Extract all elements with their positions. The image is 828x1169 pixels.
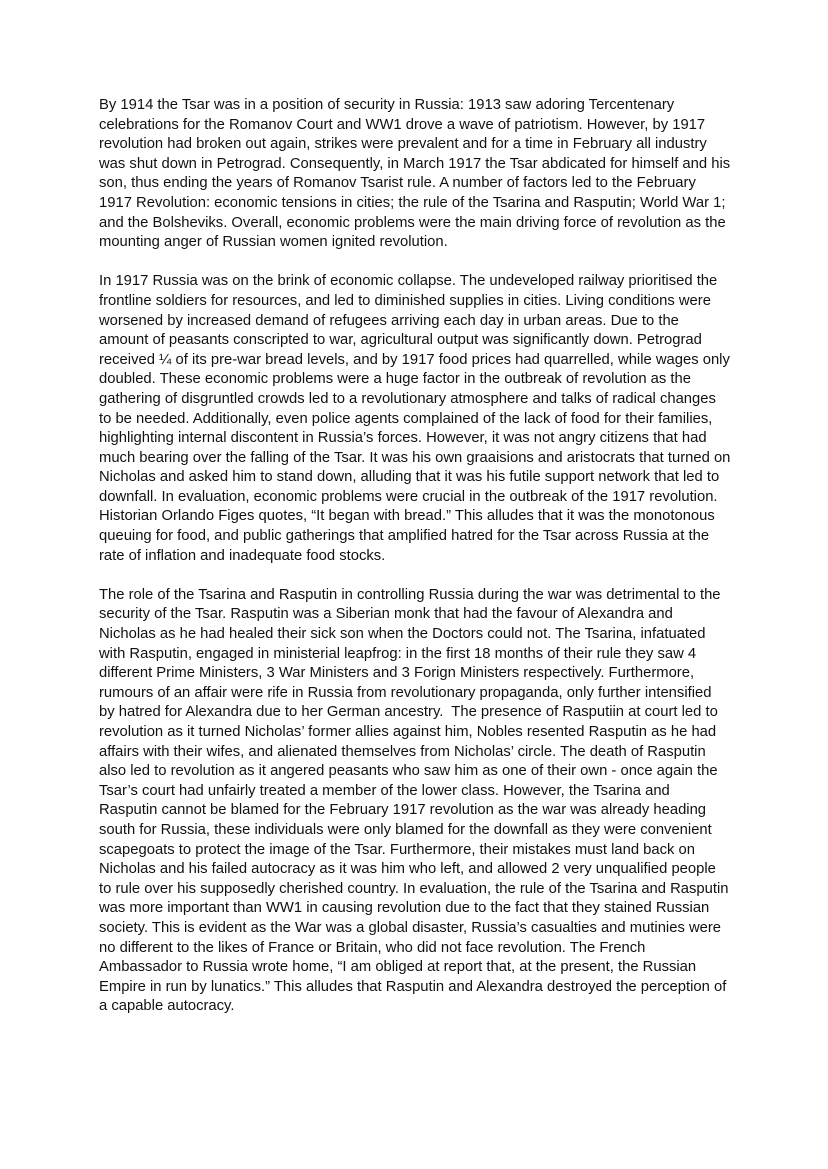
paragraph-tsarina-and-rasputin: The role of the Tsarina and Rasputin in controlling Russia during the war was detrimental to the security of the Tsar. Rasputin was a Siberian monk that had the favour of Alexandra and Nicholas as he had healed their sick son when the Doctors could not. The Tsarina, infatuated with Rasputin, engaged in ministerial leapfrog: in the first 18 months of their rule they saw 4 different Prime Ministers, 3 War Ministers and 3 Forign Ministers respectively. Furthermore, rumours of an affair were rife in Russia from revolutionary propaganda, only further intensified by hatred for Alexandra due to her German ancestry. The presence of Rasputiin at court led to revolution as it turned Nicholas’ former allies against him, Nobles resented Rasputin as he had affairs with their wifes, and alienated themselves from Nicholas’ circle. The death of Rasputin also led to revolution as it angered peasants who saw him as one of their own - once again the Tsar’s court had unfairly treated a member of the lower class. However, the Tsarina and Rasputin cannot be blamed for the February 1917 revolution as the war was already heading south for Russia, these individuals were only blamed for the downfall as they were convenient scapegoats to protect the image of the Tsar. Furthermore, their mistakes must land back on Nicholas and his failed autocracy as it was him who left, and allowed 2 very unqualified people to rule over his supposedly cherished country. In evaluation, the rule of the Tsarina and Rasputin was more important than WW1 in causing revolution due to the fact that they stained Russian society. This is evident as the War was a global disaster, Russia’s casualties and mutinies were no different to the likes of France or Britain, who did not face revolution. The French Ambassador to Russia wrote home, “I am obliged at report that, at the present, the Russian Empire in run by lunatics.” This alludes that Rasputin and Alexandra destroyed the perception of a capable autocracy. xyxy=(99,586,733,1015)
paragraph-introduction: By 1914 the Tsar was in a position of security in Russia: 1913 saw adoring Tercentenary celebrations for the Romanov Court and WW1 drove a wave of patriotism. However, by 1917 revolution had broken out again, strikes were prevalent and for a time in February all industry was shut down in Petrograd. Consequently, in March 1917 the Tsar abdicated for himself and his son, thus ending the years of Romanov Tsarist rule. A number of factors led to the February 1917 Revolution: economic tensions in cities; the rule of the Tsarina and Rasputin; World War 1; and the Bolsheviks. Overall, economic problems were the main driving force of revolution as the mounting anger of Russian women ignited revolution. xyxy=(99,97,735,251)
document-text-area xyxy=(99,96,735,1017)
paragraph-economic-collapse: In 1917 Russia was on the brink of economic collapse. The undeveloped railway prioritised the frontline soldiers for resources, and led to diminished supplies in cities. Living conditions were worsened by increased demand of refugees arriving each day in urban areas. Due to the amount of peasants conscripted to war, agricultural output was significantly down. Petrograd received ¼ of its pre-war bread levels, and by 1917 food prices had quarrelled, while wages only doubled. These economic problems were a huge factor in the outbreak of revolution as the gathering of disgruntled crowds led to a revolutionary atmosphere and talks of radical changes to be needed. Additionally, even police agents complained of the lack of food for their families, highlighting internal discontent in Russia’s forces. However, it was not angry citizens that had much bearing over the falling of the Tsar. It was his own graaisions and aristocrats that turned on Nicholas and asked him to stand down, alluding that it was his futile support network that led to downfall. In evaluation, economic problems were crucial in the outbreak of the 1917 revolution. Historian Orlando Figes quotes, “It began with bread.” This alludes that it was the monotonous queuing for food, and public gatherings that amplified hatred for the Tsar across Russia at the rate of inflation and inadequate food stocks. xyxy=(99,273,735,564)
